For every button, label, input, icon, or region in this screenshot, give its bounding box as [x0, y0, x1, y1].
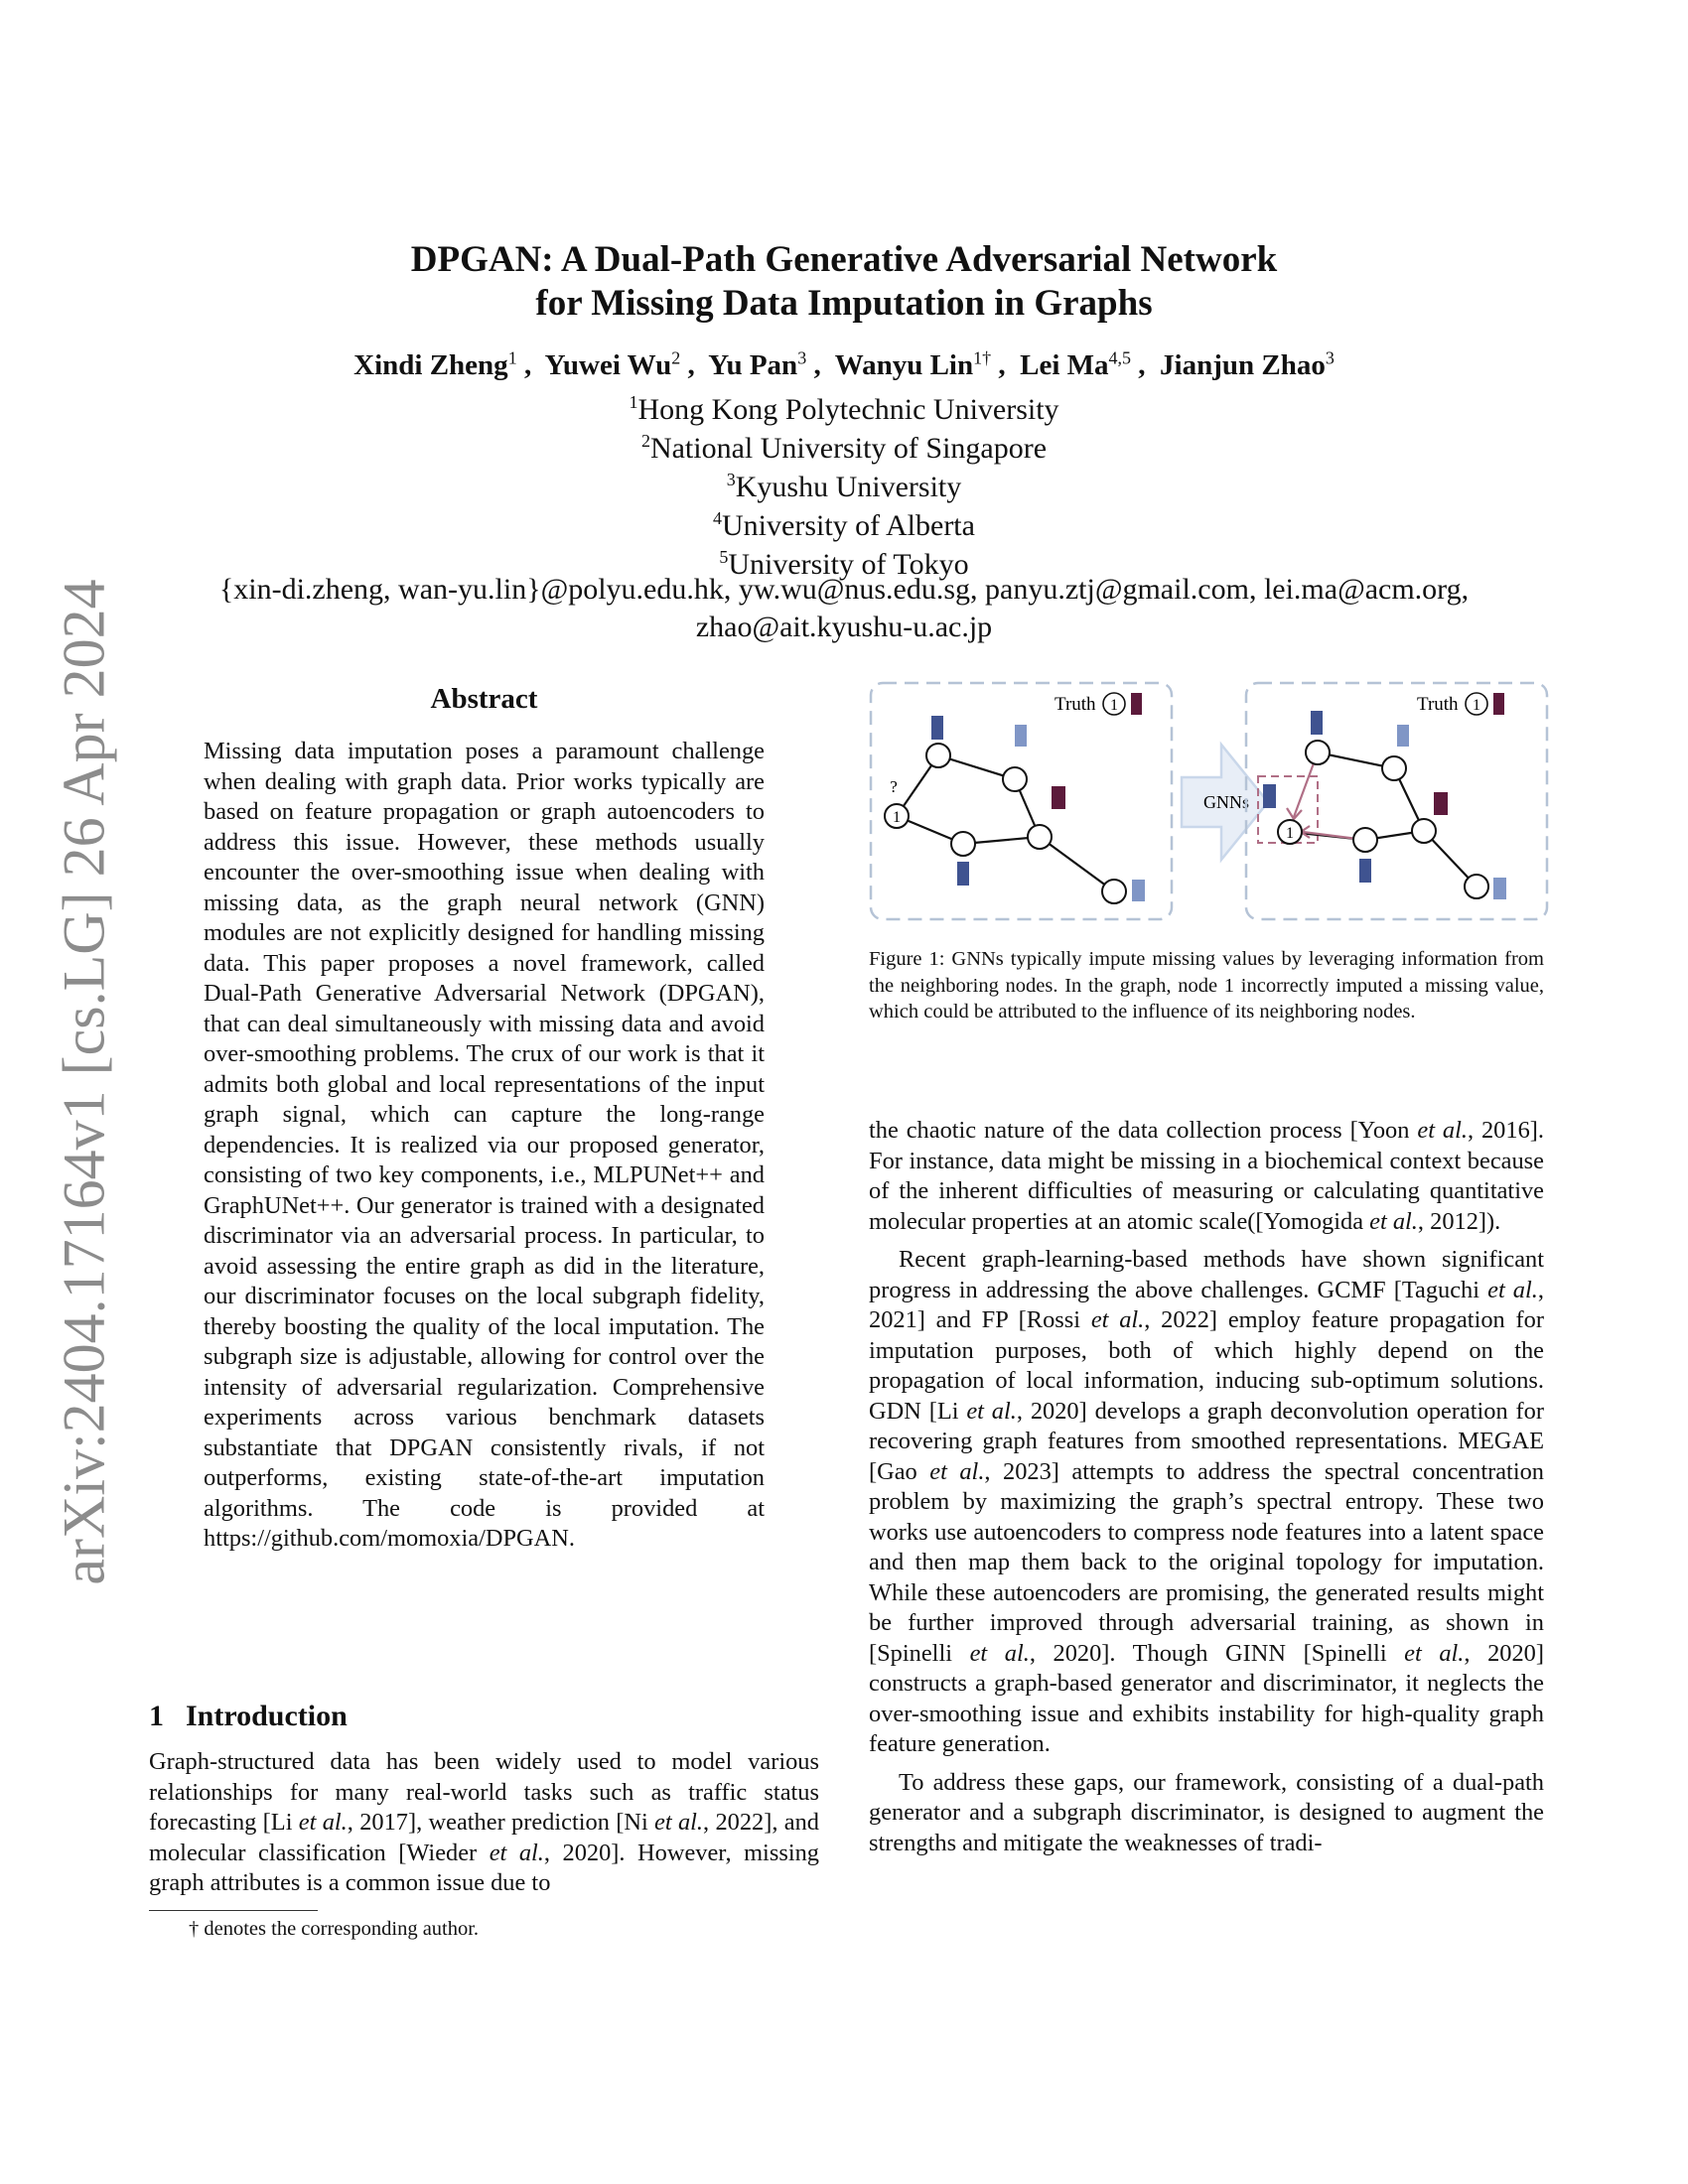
email-list: [99, 571, 1589, 646]
affiliation: $^3$Kyushu University: [726, 470, 962, 503]
graph-node: [1465, 875, 1488, 898]
graph-node: [1102, 880, 1126, 903]
graph-node: [951, 832, 975, 856]
author-list: Xindi Zheng$^1$ , Yuwei Wu$^2$ , Yu Pan$^3$ , Wanyu Lin$^{1\dagger}$ , Lei Ma$^{4,5}$ , Jianjun Zhao$^3$: [353, 347, 1335, 381]
author: Yuwei Wu$^2$: [544, 347, 681, 381]
gnns-label: GNNs: [1203, 792, 1250, 812]
author: Lei Ma$^{4,5}$: [1020, 347, 1132, 381]
section-heading-introduction: [149, 1700, 348, 1733]
right-column-text: [869, 1116, 1544, 1858]
truth-feature-bar: [1493, 693, 1504, 715]
email-line-1: {xin-di.zheng, wan-yu.lin}@polyu.edu.hk, yw.wu@nus.edu.sg, panyu.ztj@gmail.com, lei.ma@acm.org,: [218, 573, 1470, 606]
feature-bar: [1397, 725, 1409, 747]
author: Wanyu Lin$^{1\dagger}$: [834, 347, 992, 381]
graph-node: [1003, 767, 1027, 791]
section-title: Introduction: [186, 1700, 348, 1732]
graph-node: [1353, 828, 1377, 852]
feature-bar: [1052, 786, 1065, 809]
feature-bar: [1311, 711, 1323, 735]
feature-bar: [1132, 880, 1145, 901]
feature-bar: [957, 862, 969, 886]
figure-1-diagram: [866, 675, 1551, 923]
node-label: 1: [1286, 825, 1294, 842]
truth-label: Truth: [1417, 694, 1459, 715]
feature-bar: [1493, 878, 1506, 899]
affiliation: $^4$University of Alberta: [713, 508, 975, 542]
author: Jianjun Zhao$^3$: [1160, 347, 1335, 381]
panel-frame: [871, 683, 1172, 919]
footnote: † denotes the corresponding author.: [189, 1918, 480, 1940]
missing-value-mark: ?: [890, 777, 898, 796]
affiliation: $^2$National University of Singapore: [640, 431, 1048, 465]
author: Xindi Zheng$^1$: [353, 347, 517, 381]
footnote-rule: [149, 1910, 318, 1911]
truth-node-label: 1: [1110, 697, 1118, 714]
imputed-feature-bar: [1263, 784, 1276, 808]
title-line-2: for Missing Data Imputation in Graphs: [535, 283, 1153, 324]
truth-label: Truth: [1055, 694, 1096, 715]
body-paragraph: Recent graph-learning-based methods have shown significant progress in addressing the above challenges. GCMF [Taguchi et al., 2021] and FP [Rossi et al., 2022] employ feature propagation for imputation purposes, both of which highly depend on the propagation of local information, inducing sub-optimum solutions. GDN [Li et al., 2020] develops a graph deconvolution operation for recovering graph features from smoothed representations. MEGAE [Gao et al., 2023] attempts to address the spectral concentration problem by maximizing the graph’s spectral entropy. These two works use autoencoders to compress node features into a latent space and then map them back to the original topology for imputation. While these autoencoders are promising, the generated results might be further improved through adversarial training, as shown in [Spinelli et al., 2020]. Though GINN [Spinelli et al., 2020] constructs a graph-based generator and discriminator, it neglects the over-smoothing issue and exhibits instability for high-quality graph feature generation.: [869, 1246, 1544, 1757]
graph-nodes: [885, 744, 1126, 903]
graph-node: [1382, 756, 1406, 780]
affiliation: $^1$Hong Kong Polytechnic University: [629, 392, 1059, 426]
abstract-text: Missing data imputation poses a paramount challenge when dealing with graph data. Prior works typically are based on feature propagation or graph autoencoders to address this issue. However, these methods usually encounter the over-smoothing issue when dealing with missing data, as the graph neural network (GNN) modules are not explicitly designed for handling missing data. This paper proposes a novel framework, called Dual-Path Generative Adversarial Network (DPGAN), that can deal simultaneously with missing data and avoid over-smoothing problems. The crux of our work is that it admits both global and local representations of the input graph signal, which can capture the long-range dependencies. It is realized via our proposed generator, consisting of two key components, i.e., MLPUNet++ and GraphUNet++. Our generator is trained with a designated discriminator via an adversarial process. In particular, to avoid assessing the entire graph as did in the literature, our discriminator focuses on the local subgraph fidelity, thereby boosting the quality of the local imputation. The subgraph size is adjustable, allowing for control over the intensity of adversarial regularization. Comprehensive experiments across various benchmark datasets substantiate that DPGAN consistently rivals, if not outperforms, existing state-of-the-art imputation algorithms. The code is provided at https://github.com/momoxia/DPGAN.: [204, 738, 765, 1552]
section-number: 1: [149, 1700, 164, 1732]
truth-node-label: 1: [1473, 697, 1480, 714]
graph-nodes: [1278, 741, 1488, 898]
title-line-1: DPGAN: A Dual-Path Generative Adversarial Network: [410, 239, 1278, 280]
email-line-2: zhao@ait.kyushu-u.ac.jp: [695, 611, 993, 643]
truth-feature-bar: [1131, 693, 1142, 715]
graph-node: [1306, 741, 1330, 764]
paper-title: [0, 238, 1688, 326]
feature-bar: [1359, 859, 1371, 883]
graph-node: [1028, 825, 1052, 849]
author: Yu Pan$^3$: [708, 347, 807, 381]
body-paragraph: the chaotic nature of the data collection process [Yoon et al., 2016]. For instance, data might be missing in a biochemical context because of the inherent difficulties of measuring or calculating quantitative molecular properties at an atomic scale([Yomogida et al., 2012]).: [869, 1117, 1544, 1235]
abstract-heading: Abstract: [430, 683, 538, 715]
node-label: 1: [893, 809, 901, 826]
affiliation: $^5$University of Tokyo: [719, 547, 969, 581]
feature-bar: [931, 716, 943, 740]
feature-bar: [1015, 725, 1027, 747]
figure-1-caption: Figure 1: GNNs typically impute missing values by leveraging information from the neighboring nodes. In the graph, node 1 incorrectly imputed a missing value, which could be attributed to the influence of its neighboring nodes.: [869, 948, 1544, 1023]
feature-bar: [1434, 792, 1448, 815]
graph-node: [926, 744, 950, 767]
intro-paragraph: Graph-structured data has been widely used to model various relationships for many real-world tasks such as traffic status forecasting [Li et al., 2017], weather prediction [Ni et al., 2022], and molecular classification [Wieder et al., 2020]. However, missing graph attributes is a common issue due to: [149, 1748, 819, 1896]
graph-node: [1412, 819, 1436, 843]
body-paragraph: To address these gaps, our framework, consisting of a dual-path generator and a subgraph discriminator, is designed to augment the strengths and mitigate the weaknesses of tradi-: [869, 1768, 1544, 1856]
arxiv-identifier: arXiv:2404.17164v1 [cs.LG] 26 Apr 2024: [51, 579, 117, 1585]
